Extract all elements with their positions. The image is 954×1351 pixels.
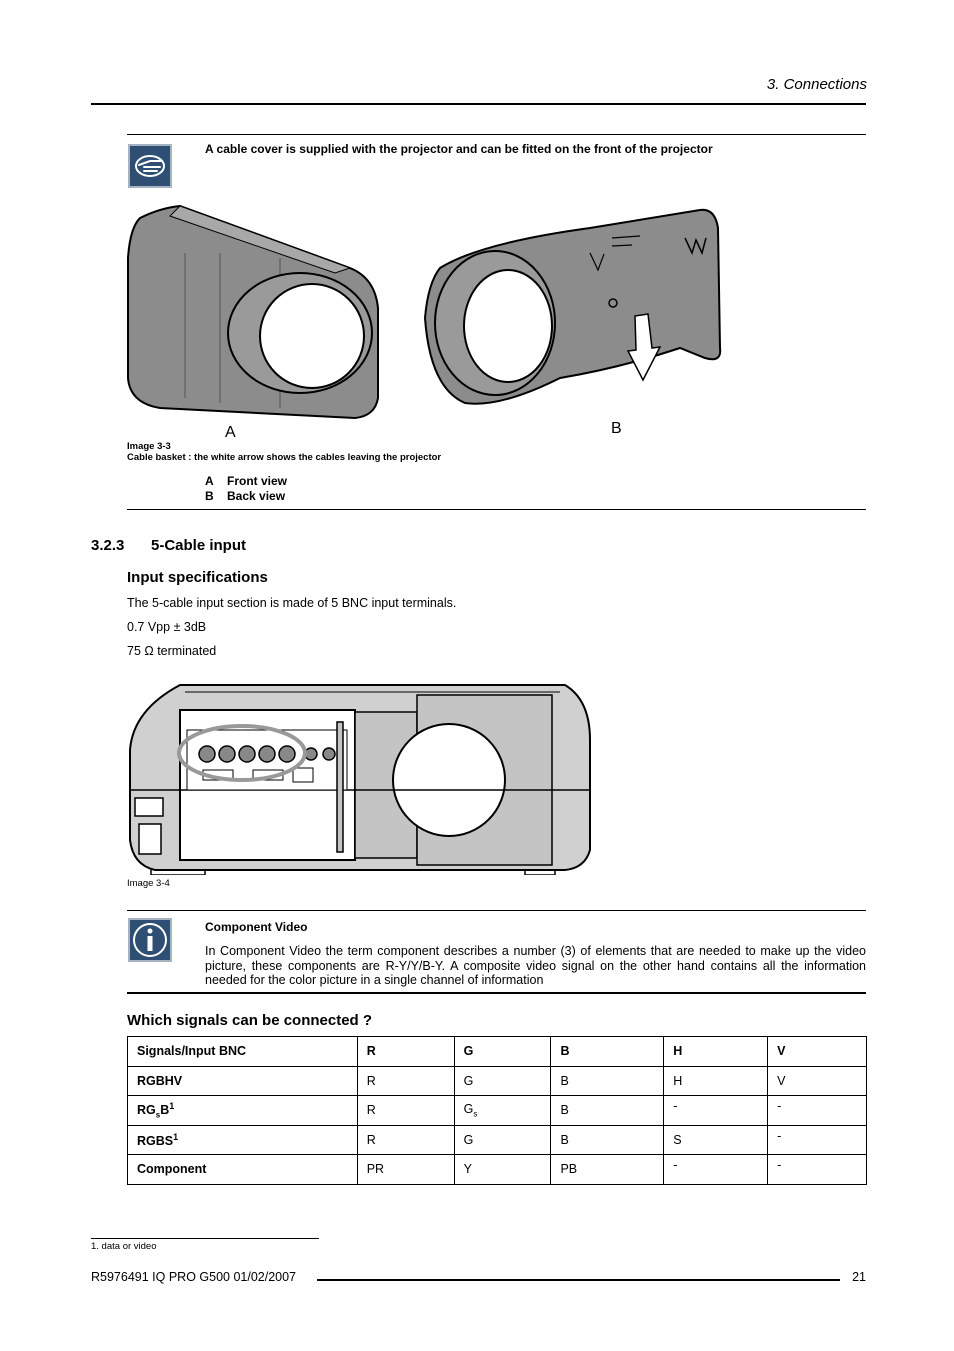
note-text: A cable cover is supplied with the projector and can be fitted on the front of the projector — [205, 142, 713, 156]
spec-line: 75 Ω terminated — [127, 644, 217, 658]
section-heading — [91, 537, 246, 554]
legend-key: B — [205, 489, 214, 503]
footnote-rule — [91, 1238, 319, 1239]
cell-text: - — [777, 1128, 782, 1143]
label-b: B — [611, 420, 622, 437]
table-row — [128, 1066, 867, 1096]
spec-line: 0.7 Vpp ± 3dB — [127, 620, 207, 634]
table-cell — [768, 1096, 867, 1126]
column-header: V — [768, 1037, 867, 1067]
cell-text: - — [673, 1158, 678, 1173]
signal-name-part: B — [160, 1103, 170, 1118]
label-a: A — [225, 424, 236, 441]
table-cell: B — [551, 1066, 664, 1096]
table-cell — [454, 1096, 551, 1126]
cell-text: G — [463, 1102, 474, 1116]
table-row — [128, 1155, 867, 1185]
image-caption-id: Image 3-3 — [127, 441, 171, 452]
image-caption-id: Image 3-4 — [127, 878, 170, 889]
note-title: Component Video — [205, 920, 308, 934]
page-number: 21 — [852, 1270, 866, 1284]
table-cell: Y — [454, 1155, 551, 1185]
table-cell — [768, 1155, 867, 1185]
signal-name — [128, 1096, 358, 1126]
table-cell — [664, 1155, 768, 1185]
table-cell — [664, 1096, 768, 1126]
table-cell: B — [551, 1125, 664, 1155]
table-header-row — [128, 1037, 867, 1067]
cell-text: - — [777, 1099, 782, 1114]
cable-cover-front-view — [128, 206, 378, 418]
column-header: H — [664, 1037, 768, 1067]
column-header: R — [357, 1037, 454, 1067]
input-specs-heading: Input specifications — [127, 569, 268, 586]
cable-cover-back-view — [425, 210, 720, 404]
section-number: 3.2.3 — [91, 537, 125, 554]
signal-name-part: RG — [137, 1103, 156, 1118]
legend-text: Back view — [227, 489, 286, 503]
table-cell: G — [454, 1066, 551, 1096]
table-row — [128, 1125, 867, 1155]
cell-text: - — [777, 1158, 782, 1173]
signal-name: RGBHV — [128, 1066, 358, 1096]
note-body: In Component Video the term component describes a number (3) of elements that are needed to make up the video picture, these components are R-Y/Y/B-Y. A composite video signal on the other hand contains all the information needed for the color picture in a single channel of information — [205, 944, 866, 987]
signals-heading: Which signals can be connected ? — [127, 1012, 373, 1029]
column-header: Signals/Input BNC — [128, 1037, 358, 1067]
signals-table — [127, 1036, 867, 1185]
table-cell: PB — [551, 1155, 664, 1185]
footer-rule — [317, 1279, 840, 1281]
note-divider — [127, 134, 866, 135]
table-cell: S — [664, 1125, 768, 1155]
table-cell: B — [551, 1096, 664, 1126]
column-header: B — [551, 1037, 664, 1067]
table-cell: R — [357, 1125, 454, 1155]
table-cell — [768, 1125, 867, 1155]
signal-name-part: RGBS — [137, 1133, 174, 1148]
table-cell: R — [357, 1066, 454, 1096]
cell-text: - — [673, 1099, 678, 1114]
table-cell: G — [454, 1125, 551, 1155]
legend-item — [205, 489, 285, 503]
note-divider — [127, 992, 866, 994]
pointing-hand-icon — [128, 144, 172, 188]
spec-line: The 5-cable input section is made of 5 BNC input terminals. — [127, 596, 457, 610]
table-cell: PR — [357, 1155, 454, 1185]
cable-cover-illustration — [120, 198, 740, 443]
table-cell: V — [768, 1066, 867, 1096]
footnote-ref: 1 — [169, 1100, 175, 1111]
image-caption-text: Cable basket : the white arrow shows the cables leaving the projector — [127, 452, 442, 463]
column-header: G — [454, 1037, 551, 1067]
table-row — [128, 1096, 867, 1126]
footnote: 1. data or video — [91, 1241, 157, 1252]
signal-name — [128, 1125, 358, 1155]
section-title: 5-Cable input — [151, 537, 247, 554]
note-divider — [127, 910, 866, 911]
legend-text: Front view — [227, 474, 288, 488]
legend-key: A — [205, 474, 214, 488]
cell-subscript: s — [473, 1109, 478, 1119]
document-id: R5976491 IQ PRO G500 01/02/2007 — [91, 1270, 297, 1284]
section-divider — [127, 509, 866, 510]
table-cell: H — [664, 1066, 768, 1096]
info-icon — [128, 918, 172, 962]
signal-name-subscript: s — [155, 1110, 161, 1120]
legend-item — [205, 474, 287, 488]
projector-illustration — [125, 680, 595, 875]
signal-name: Component — [128, 1155, 358, 1185]
header-rule — [91, 103, 866, 105]
footnote-ref: 1 — [173, 1131, 179, 1142]
chapter-title: 3. Connections — [766, 76, 867, 93]
table-cell: R — [357, 1096, 454, 1126]
